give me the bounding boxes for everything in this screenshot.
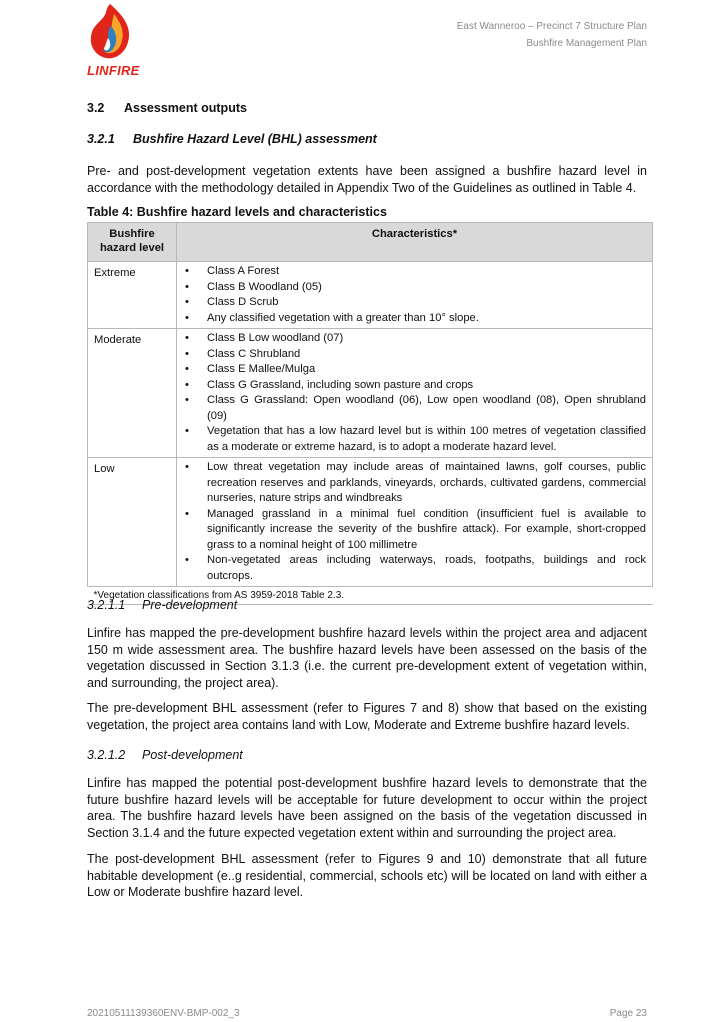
characteristic-item: • Low threat vegetation may include areas of maintained lawns, golf courses, public recreation reserves and parklands, vineyards, orchards, cultivated gardens, commercial nurseries, nature strips and windbreaks	[177, 460, 646, 507]
characteristic-item: • Class G Grassland, including sown pasture and crops	[177, 378, 646, 394]
characteristic-item: • Managed grassland in a minimal fuel condition (insufficient fuel is available to significantly increase the severity of the bushfire attack). For example, short-cropped grass to a nominal height of 100 millimetre	[177, 507, 646, 554]
characteristic-item: • Class B Woodland (05)	[177, 280, 646, 296]
column-header-level-line2: hazard level	[99, 242, 165, 254]
pre-development-paragraph-1: Linfire has mapped the pre-development bushfire hazard levels within the project area and adjacent 150 m wide assessment area. The bushfire hazard levels have been assessed on the basis of the vegetation discussed in Section 3.1.3 (i.e. the current pre-development extent of vegetation within, and surrounding, the project area).	[87, 626, 647, 690]
footer-page-number: Page 23	[609, 1008, 647, 1019]
section-number: 3.2	[87, 101, 105, 115]
table-row	[88, 329, 653, 458]
characteristics-list	[177, 458, 652, 586]
footer-document-id: 20210511139360ENV-BMP-002_3	[87, 1008, 240, 1019]
logo-wordmark: LINFIRE	[87, 63, 140, 78]
characteristics-list	[177, 329, 652, 457]
section-heading	[87, 101, 247, 115]
table-row	[88, 458, 653, 587]
column-header-characteristics: Characteristics*	[177, 223, 653, 262]
subsection-title: Bushfire Hazard Level (BHL) assessment	[133, 132, 377, 146]
post-development-title: Post-development	[142, 748, 243, 762]
hazard-level-cell: Low	[88, 458, 177, 587]
characteristic-item: • Class C Shrubland	[177, 347, 646, 363]
intro-paragraph: Pre- and post-development vegetation extents have been assigned a bushfire hazard level in accordance with the methodology detailed in Appendix Two of the Guidelines as outlined in Table 4.	[87, 164, 647, 195]
characteristic-item: • Class E Mallee/Mulga	[177, 362, 646, 378]
column-header-level-line1: Bushfire	[109, 228, 155, 240]
pre-development-heading	[87, 598, 237, 612]
hazard-level-cell: Moderate	[88, 329, 177, 458]
pre-development-title: Pre-development	[142, 598, 238, 612]
post-development-number: 3.2.1.2	[87, 748, 126, 762]
flame-icon	[84, 2, 136, 62]
pre-development-paragraph-2: The pre-development BHL assessment (refer to Figures 7 and 8) show that based on the existing vegetation, the project area contains land with Low, Moderate and Extreme bushfire hazard levels.	[87, 701, 647, 732]
characteristic-item: • Vegetation that has a low hazard level but is within 100 metres of vegetation classified as a moderate or extreme hazard, is to adopt a moderate hazard level.	[177, 424, 646, 455]
characteristics-list	[177, 262, 652, 328]
characteristic-item: • Class G Grassland: Open woodland (06), Low open woodland (08), Open shrubland (09)	[177, 393, 646, 424]
characteristic-item: • Non-vegetated areas including waterways, roads, footpaths, buildings and rock outcrops.	[177, 553, 646, 584]
hazard-level-cell: Extreme	[88, 262, 177, 329]
characteristics-cell	[177, 458, 653, 587]
table-caption: Table 4: Bushfire hazard levels and characteristics	[87, 205, 387, 219]
header-subtitle: Bushfire Management Plan	[526, 38, 647, 49]
post-development-paragraph-2: The post-development BHL assessment (refer to Figures 9 and 10) demonstrate that all future habitable development (e..g residential, commercial, schools etc) will be located on land with either a Low or Moderate bushfire hazard level.	[87, 852, 647, 899]
characteristic-item: • Class A Forest	[177, 264, 646, 280]
hazard-table	[87, 222, 653, 605]
characteristics-cell	[177, 329, 653, 458]
section-title: Assessment outputs	[124, 101, 247, 115]
linfire-logo	[84, 2, 136, 62]
header-title: East Wanneroo – Precinct 7 Structure Plan	[456, 21, 647, 32]
characteristics-cell	[177, 262, 653, 329]
characteristic-item: • Any classified vegetation with a greater than 10° slope.	[177, 311, 646, 327]
characteristic-item: • Class D Scrub	[177, 295, 646, 311]
column-header-level	[88, 223, 177, 262]
table-row	[88, 262, 653, 329]
post-development-paragraph-1: Linfire has mapped the potential post-development bushfire hazard levels to demonstrate that the future bushfire hazard levels will be acceptable for future development to occur within the project area. The bushfire hazard levels have been assigned on the basis of the vegetation discussed in Section 3.1.4 and the future expected vegetation extent within and surrounding the project area.	[87, 776, 647, 840]
subsection-heading	[87, 132, 377, 146]
characteristic-item: • Class B Low woodland (07)	[177, 331, 646, 347]
table-header-row	[88, 223, 653, 262]
pre-development-number: 3.2.1.1	[87, 598, 126, 612]
table-footnote: *Vegetation classifications from AS 3959-2018 Table 2.3.	[88, 587, 653, 605]
post-development-heading	[87, 748, 243, 762]
subsection-number: 3.2.1	[87, 132, 115, 146]
